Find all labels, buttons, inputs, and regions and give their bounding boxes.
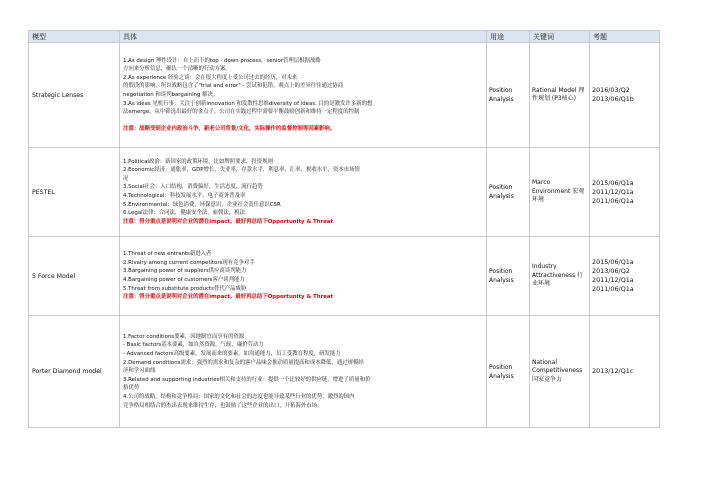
table-row bbox=[29, 43, 660, 148]
detail-line: 格优势 bbox=[123, 385, 140, 392]
header-keyword: 关键词 bbox=[530, 31, 590, 43]
detail-line: 1.Political政治：新国家的政策环境，比如牌照要求，投资规则 bbox=[123, 158, 273, 165]
detail-line: 的假设的影响，所以战略包含了"trial and error" - 尝试和犯错。观点上的差异往往通过协商 bbox=[123, 83, 344, 90]
exam-item: 2015/06/Q1a bbox=[592, 178, 634, 187]
detail-line: 1.Threat of new entrants新进入者 bbox=[123, 251, 212, 258]
model-cell: Strategic Lenses bbox=[29, 43, 120, 148]
detail-line: 2.Rivalry among current competitors现有竞争对手 bbox=[123, 259, 255, 266]
table-row bbox=[29, 148, 660, 237]
header-use: 用途 bbox=[487, 31, 530, 43]
detail-line: 6.Legal法律：合同法，健康安全法，雇佣法，税法 bbox=[123, 210, 246, 217]
detail-cell bbox=[120, 148, 487, 237]
use-cell: Position Analysis bbox=[487, 43, 530, 148]
exam-item: 2013/12/Q1c bbox=[592, 367, 634, 375]
detail-line: - Advanced factors高级要素，发展而来的要素，如沟通能力，员工受教育程度，研发能力 bbox=[123, 351, 341, 358]
keyword-cell: Marco Environment 宏观环境 bbox=[530, 148, 590, 237]
detail-line: 2.Demand conditions需求：强烈的需求和复杂的客户品味会推动质量提高和成本降低，通过规模经 bbox=[123, 359, 364, 366]
detail-line: 3.Bargaining power of suppliers供应商谈判能力 bbox=[123, 268, 247, 275]
detail-line: 1.Factor conditions要素，因地制宜而享有的资源 bbox=[123, 333, 245, 340]
header-row bbox=[29, 31, 660, 43]
use-cell: Position Analysis bbox=[487, 237, 530, 316]
keyword-cell: National Competitiveness 国家竞争力 bbox=[530, 316, 590, 428]
detail-line: 方向来分析信息，确认一个清晰的行动方案。 bbox=[123, 66, 231, 73]
detail-line: negotiation 和谈判bargaining 解决。 bbox=[123, 92, 219, 98]
detail-cell bbox=[120, 237, 487, 316]
exam-cell bbox=[590, 316, 660, 428]
exam-item: 2011/06/Q1a bbox=[592, 196, 634, 205]
exam-cell bbox=[590, 43, 660, 148]
detail-note: 注意：战略受到企业内政治斗争，新老公司背景/文化，实际操作的监督控制等因素影响。 bbox=[123, 125, 336, 132]
model-table bbox=[28, 30, 660, 428]
detail-line: 竞争格局相结合的杰出表现来维持生存，也鼓励了这些企业的出口，开拓海外市场。 bbox=[123, 402, 323, 409]
detail-note: 注意：得分重点是说明对企业的潜在impact。最好再总结下Opportunity & Threat bbox=[123, 294, 334, 301]
header-exam: 考题 bbox=[590, 31, 660, 43]
exam-item: 2013/06/Q1b bbox=[592, 95, 634, 103]
exam-cell bbox=[590, 237, 660, 316]
exam-item: 2011/06/Q1a bbox=[592, 285, 634, 293]
use-cell: Position Analysis bbox=[487, 316, 530, 428]
detail-line: 1.As design 理性设计：自上而下的top - down process，senior管理层根据战略 bbox=[123, 57, 321, 64]
exam-item: 2013/06/Q2 bbox=[592, 267, 630, 275]
detail-line: 3.Related and supporting industries相关和支持的行业：提供一个比较好的供应链，增进了质量和价 bbox=[123, 376, 371, 383]
exam-item: 2016/03/Q2 bbox=[592, 86, 630, 94]
table-row bbox=[29, 237, 660, 316]
detail-line: 况 bbox=[123, 175, 129, 182]
detail-line: 济和学习曲线 bbox=[123, 368, 156, 375]
detail-line: 3.Social社会：人口结构，消费偏好，生活态度，流行趋势 bbox=[123, 184, 263, 191]
keyword-cell: Industry Attractiveness 行业环境 bbox=[530, 237, 590, 316]
exam-cell bbox=[590, 148, 660, 237]
detail-line: 2.As experience 经验之谈：会在很大程度上受公司过去的经历，对未来 bbox=[123, 74, 298, 81]
exam-item: 2011/12/Q1a bbox=[592, 276, 634, 284]
detail-line: 4.Technological：科技发展水平，电子商务普及率 bbox=[123, 193, 246, 199]
keyword-cell: Rational Model 理性规划 (P3核心) bbox=[530, 43, 590, 148]
detail-line: 4.公司的战略，结构和竞争格局：国家的文化和社会的态度也能导致某些行业的优势。激烈的国内 bbox=[123, 393, 355, 400]
model-cell: 5 Force Model bbox=[29, 237, 120, 316]
use-cell: Position Analysis bbox=[487, 148, 530, 237]
model-cell: Porter Diamond model bbox=[29, 316, 120, 428]
detail-line bbox=[123, 117, 483, 125]
model-cell: PESTEL bbox=[29, 148, 120, 237]
detail-note: 注意：得分重点是说明对企业的潜在impact。最好再总结下Opportunity & Threat bbox=[123, 218, 334, 225]
table-row bbox=[29, 316, 660, 428]
header-detail: 具体 bbox=[120, 31, 487, 43]
detail-line: 5.Threat from substitute products替代产品威胁 bbox=[123, 285, 247, 292]
detail-cell bbox=[120, 316, 487, 428]
exam-item: 2015/06/Q1a bbox=[592, 258, 634, 266]
detail-line: 4.Bargaining power of customers客户谈判能力 bbox=[123, 277, 245, 283]
detail-line: - Basic factors基本要素，如自然资源，气候，廉价劳动力 bbox=[123, 342, 264, 349]
detail-cell bbox=[120, 43, 487, 148]
exam-item: 2011/12/Q1a bbox=[592, 187, 634, 196]
detail-line: 5.Environmental：绿色消费，环保意识，企业社会责任意识CSR bbox=[123, 201, 281, 208]
detail-line: 2.Economic经济：通胀率，GDP增长，失业率，存款水平，利息率，汇率，税收水平，资本市场情 bbox=[123, 167, 360, 174]
detail-line: 法emerge，从中筛选出最好的金点子。公司在实践过程中需要平衡鼓励创新和维持一定程度的控制 bbox=[123, 109, 360, 116]
header-model: 模型 bbox=[29, 31, 120, 43]
detail-line: 3.As ideas 见机行事：关注于创新innovation 和发散性思维diversity of ideas. 目的是激发许多新的想 bbox=[123, 100, 373, 107]
